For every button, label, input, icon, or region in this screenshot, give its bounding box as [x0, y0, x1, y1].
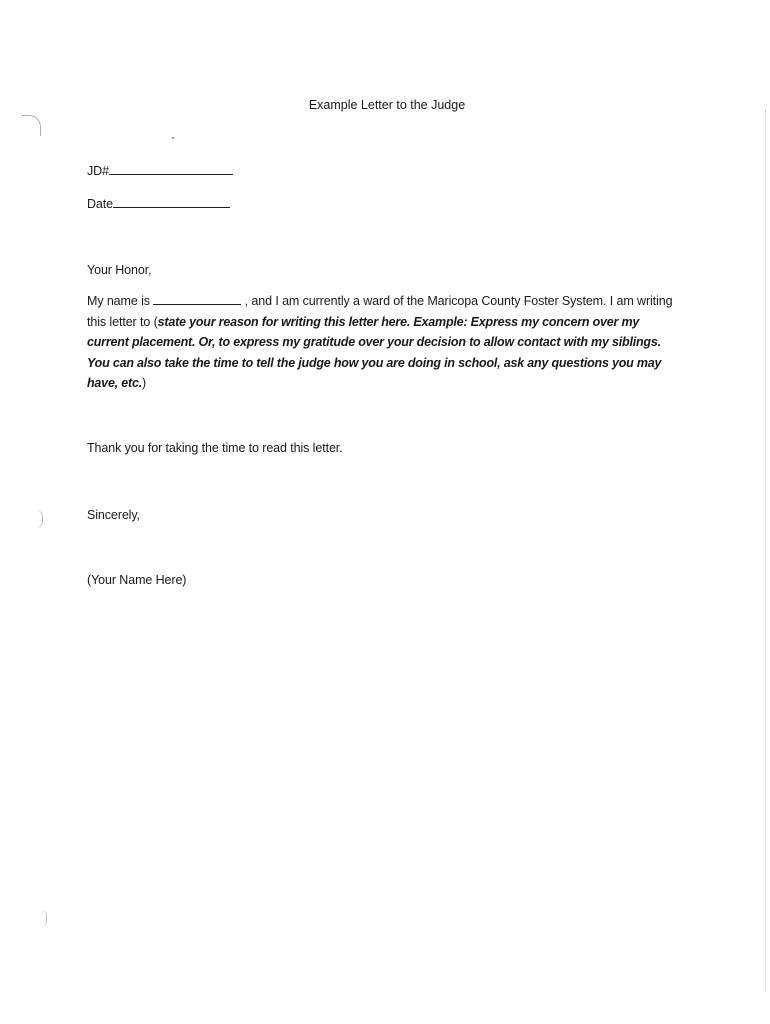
- salutation: Your Honor,: [87, 263, 152, 277]
- scan-edge: [765, 110, 766, 990]
- letter-title: Example Letter to the Judge: [308, 98, 466, 112]
- thanks-line: Thank you for taking the time to read this letter.: [87, 441, 343, 455]
- jd-label: JD#: [87, 164, 109, 178]
- name-blank: [153, 293, 241, 305]
- scan-mark: [36, 510, 43, 528]
- body-intro: My name is: [87, 294, 154, 308]
- date-label: Date: [87, 197, 114, 211]
- jd-blank: [109, 163, 233, 175]
- signature-line: (Your Name Here): [87, 573, 187, 587]
- scan-mark: [22, 115, 41, 136]
- closing-line: Sincerely,: [87, 508, 140, 522]
- body-intro-continued: , and I am currently a ward of the Maricopa County Foster System. I am writing this letter to (: [87, 294, 673, 329]
- jd-line: [87, 161, 233, 181]
- body-closing-paren: ): [141, 376, 147, 390]
- date-blank: [113, 196, 230, 208]
- date-line: [87, 194, 230, 214]
- body-instruction: state your reason for writing this letter here. Example: Express my concern over my current placement. Or, to express my gratitude over your decision to allow contact with my siblings. You can also take the time to tell the judge how you are doing in school, ask any questions you may have, etc.: [87, 314, 662, 390]
- body-paragraph: [87, 291, 677, 394]
- scan-mark: [42, 910, 47, 926]
- scan-dot: [172, 137, 174, 139]
